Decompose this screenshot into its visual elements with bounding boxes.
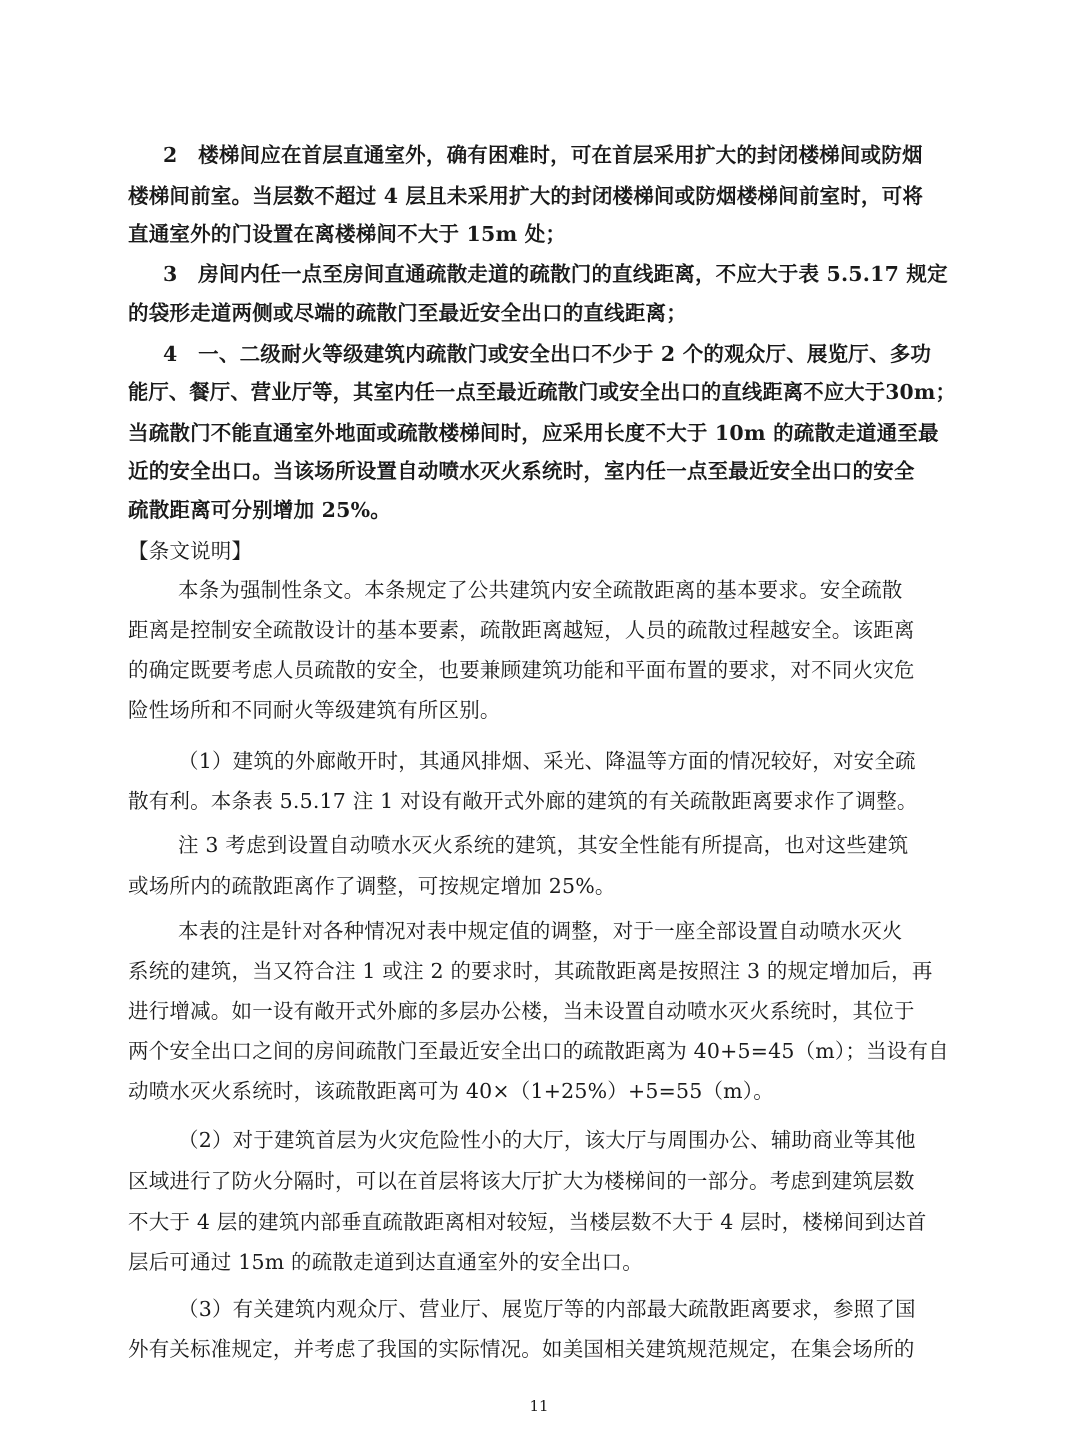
- item-4-line-1: 4 一、二级耐火等级建筑内疏散门或安全出口不少于 2 个的观众厅、展览厅、多功: [163, 342, 932, 366]
- item-2-line-1: 2 楼梯间应在首层直通室外，确有困难时，可在首层采用扩大的封闭楼梯间或防烟: [163, 143, 923, 167]
- explain-4-line-1: 本表的注是针对各种情况对表中规定值的调整，对于一座全部设置自动喷水灭火: [178, 919, 903, 943]
- explain-5-line-4: 层后可通过 15m 的疏散走道到达直通室外的安全出口。: [128, 1250, 643, 1274]
- explain-1-line-2: 距离是控制安全疏散设计的基本要素，疏散距离越短，人员的疏散过程越安全。该距离: [128, 618, 915, 642]
- explain-4-line-2: 系统的建筑，当又符合注 1 或注 2 的要求时，其疏散距离是按照注 3 的规定增加后，再: [128, 959, 933, 983]
- item-3-line-2: 的袋形走道两侧或尽端的疏散门至最近安全出口的直线距离；: [128, 301, 687, 325]
- section-heading: 【条文说明】: [128, 539, 253, 563]
- explain-6-line-1: （3）有关建筑内观众厅、营业厅、展览厅等的内部最大疏散距离要求，参照了国: [178, 1297, 916, 1321]
- explain-3-line-1: 注 3 考虑到设置自动喷水灭火系统的建筑，其安全性能有所提高，也对这些建筑: [178, 833, 909, 857]
- explain-4-line-5: 动喷水灭火系统时，该疏散距离可为 40×（1+25%）+5=55（m）。: [128, 1079, 774, 1103]
- explain-2-line-2: 散有利。本条表 5.5.17 注 1 对设有敞开式外廊的建筑的有关疏散距离要求作了调整。: [128, 789, 918, 813]
- explain-3-line-2: 或场所内的疏散距离作了调整，可按规定增加 25%。: [128, 874, 616, 898]
- explain-4-line-3: 进行增减。如一设有敞开式外廊的多层办公楼，当未设置自动喷水灭火系统时，其位于: [128, 999, 915, 1023]
- explain-1-line-4: 险性场所和不同耐火等级建筑有所区别。: [128, 698, 501, 722]
- item-4-line-3: 当疏散门不能直通室外地面或疏散楼梯间时，应采用长度不大于 10m 的疏散走道通至最: [128, 421, 939, 445]
- explain-1-line-1: 本条为强制性条文。本条规定了公共建筑内安全疏散距离的基本要求。安全疏散: [178, 578, 903, 602]
- item-4-line-5: 疏散距离可分别增加 25%。: [128, 498, 391, 522]
- explain-5-line-3: 不大于 4 层的建筑内部垂直疏散距离相对较短，当楼层数不大于 4 层时，楼梯间到达首: [128, 1210, 927, 1234]
- page-number: 11: [529, 1397, 549, 1415]
- item-2-line-2: 楼梯间前室。当层数不超过 4 层且未采用扩大的封闭楼梯间或防烟楼梯间前室时，可将: [128, 184, 924, 208]
- explain-5-line-2: 区域进行了防火分隔时，可以在首层将该大厅扩大为楼梯间的一部分。考虑到建筑层数: [128, 1169, 915, 1193]
- item-2-line-3: 直通室外的门设置在离楼梯间不大于 15m 处；: [128, 222, 567, 246]
- explain-1-line-3: 的确定既要考虑人员疏散的安全，也要兼顾建筑功能和平面布置的要求，对不同火灾危: [128, 658, 915, 682]
- explain-2-line-1: （1）建筑的外廊敞开时，其通风排烟、采光、降温等方面的情况较好，对安全疏: [178, 749, 916, 773]
- item-4-line-4: 近的安全出口。当该场所设置自动喷水灭火系统时，室内任一点至最近安全出口的安全: [128, 459, 915, 483]
- explain-5-line-1: （2）对于建筑首层为火灾危险性小的大厅，该大厅与周围办公、辅助商业等其他: [178, 1128, 916, 1152]
- explain-6-line-2: 外有关标准规定，并考虑了我国的实际情况。如美国相关建筑规范规定，在集会场所的: [128, 1337, 915, 1361]
- item-4-line-2: 能厅、餐厅、营业厅等，其室内任一点至最近疏散门或安全出口的直线距离不应大于30m；: [128, 380, 956, 404]
- item-3-line-1: 3 房间内任一点至房间直通疏散走道的疏散门的直线距离，不应大于表 5.5.17 规定: [163, 262, 948, 286]
- explain-4-line-4: 两个安全出口之间的房间疏散门至最近安全出口的疏散距离为 40+5=45（m）；当设有自: [128, 1039, 949, 1063]
